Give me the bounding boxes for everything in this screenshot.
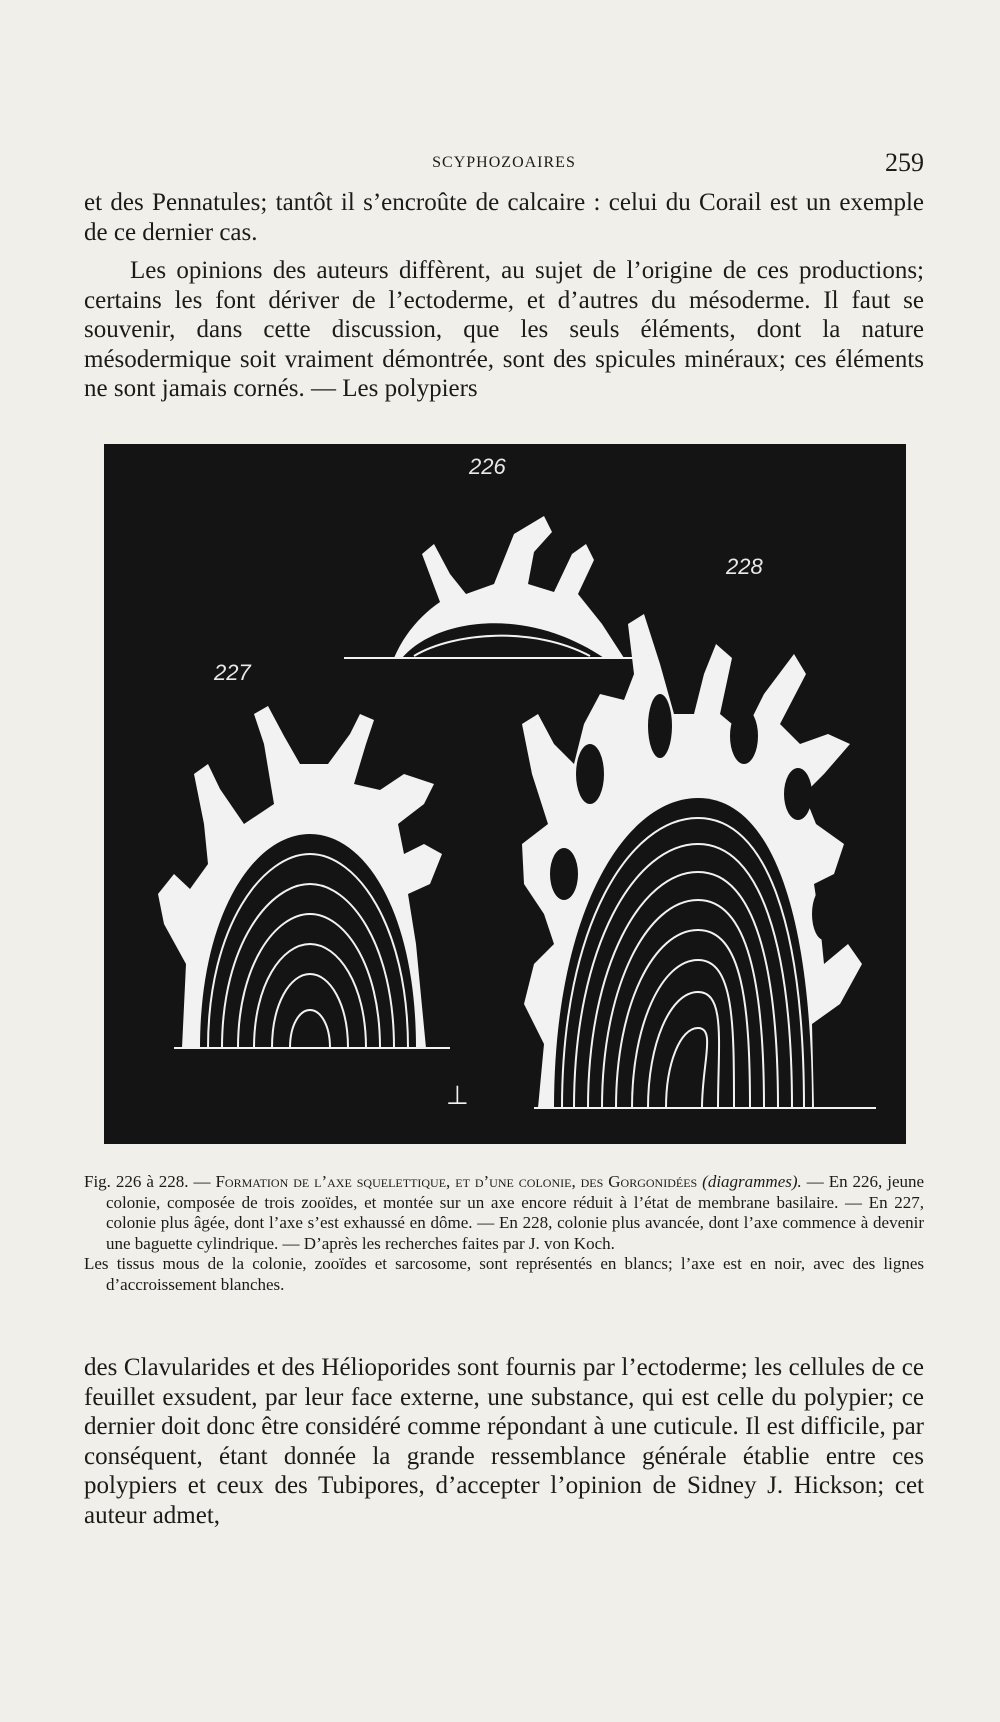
paragraph-3: des Clavularides et des Hélioporides sont fournis par l’ectoderme; les cellules de ce feuillet exsudent, par leur face externe, une substance, qui est celle du polypier; ce dernier doit donc être considéré comme répondant à une cuticule. Il est difficile, par conséquent, étant donnée la grande ressemblance générale établie entre ces polypiers et ceux des Tubipores, d’accepter l’opinion de Sidney J. Hickson; cet auteur admet,: [84, 1354, 924, 1529]
paragraph-1: et des Pennatules; tantôt il s’encroûte de calcaire : celui du Corail est un exemple de ce dernier cas.: [84, 189, 924, 246]
running-title: SCYPHOZOAIRES: [432, 154, 576, 171]
caption-title-suffix: (diagrammes).: [702, 1172, 802, 1191]
figure-illustration: [104, 444, 906, 1144]
label-227: 227: [214, 660, 251, 685]
paragraph-2: Les opinions des auteurs diffèrent, au sujet de l’origine de ces productions; certains les font dériver de l’ectoderme, et d’autres du mésoderme. Il faut se souvenir, dans cette discussion, que les seuls éléments, dont la nature mésodermique soit vraiment démontrée, sont des spicules minéraux; ces éléments ne sont jamais cornés. — Les polypiers: [84, 257, 924, 402]
caption-fig-ref: Fig. 226 à 228. —: [84, 1172, 211, 1191]
page-number: 259: [885, 148, 924, 177]
caption-main: [84, 1172, 924, 1254]
anchor-mark: ⊥: [446, 1081, 469, 1111]
running-head: [84, 148, 924, 182]
caption-details: — En 226, jeune colonie, composée de trois zooïdes, et montée sur un axe encore réduit à l’état de membrane basilaire. — En 227, colonie plus âgée, dont l’axe s’est exhaussé en dôme. — En 228, colonie plus avancée, dont l’axe commence à devenir une baguette cylindrique. — D’après les recherches faites par J. von Koch.: [106, 1172, 925, 1253]
label-228: 228: [726, 554, 763, 579]
caption-note: Les tissus mous de la colonie, zooïdes et sarcosome, sont représentés en blancs; l’axe est en noir, avec des lignes d’accroissement blanches.: [84, 1254, 924, 1294]
label-226: 226: [469, 454, 506, 479]
figure-caption: [84, 1172, 924, 1295]
caption-title: Formation de l’axe squelettique, et d’une colonie, des Gorgonidées: [215, 1172, 698, 1191]
figure-colony-diagrams: [104, 444, 906, 1144]
